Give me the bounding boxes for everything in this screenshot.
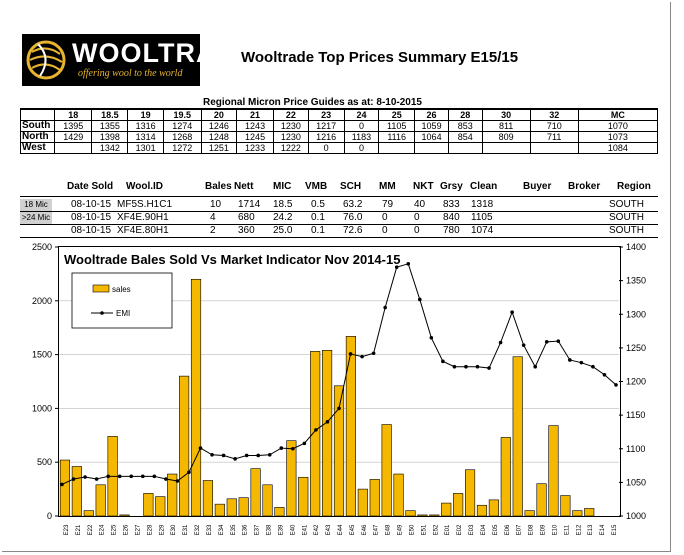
guide-cell: 1274 bbox=[163, 121, 201, 132]
sales-bar bbox=[96, 485, 106, 516]
x-tick-label: E13 bbox=[588, 524, 595, 536]
x-tick-label: E26 bbox=[123, 524, 130, 536]
emi-point bbox=[256, 454, 260, 458]
y-left-tick-label: 1000 bbox=[31, 403, 52, 414]
x-tick-label: E44 bbox=[338, 524, 344, 536]
logo-tagline: offering wool to the world bbox=[78, 68, 183, 79]
x-tick-label: E38 bbox=[266, 524, 273, 536]
guide-column-header: 18 bbox=[55, 109, 92, 121]
x-tick-label: E15 bbox=[612, 524, 619, 536]
emi-point bbox=[372, 351, 376, 355]
guide-cell: 1084 bbox=[578, 143, 657, 154]
x-tick-label: E24 bbox=[99, 524, 106, 536]
sales-cell-date: 08-10-15 bbox=[71, 225, 112, 236]
y-right-tick-label: 1000 bbox=[626, 511, 647, 521]
sales-bar bbox=[334, 386, 344, 516]
sales-bar bbox=[179, 376, 189, 516]
emi-point bbox=[210, 453, 214, 457]
x-tick-label: E07 bbox=[516, 524, 523, 536]
y-left-tick-label: 2500 bbox=[31, 242, 52, 252]
emi-point bbox=[383, 306, 387, 310]
sales-bar bbox=[441, 503, 451, 516]
sales-cell-grsy: 840 bbox=[443, 212, 460, 223]
sales-header-mic: MIC bbox=[273, 181, 292, 192]
guide-cell: 1059 bbox=[415, 121, 449, 132]
x-tick-label: E49 bbox=[397, 524, 404, 536]
sales-cell-bales: 4 bbox=[210, 212, 216, 223]
sales-bar bbox=[310, 351, 320, 516]
x-tick-label: E41 bbox=[302, 524, 309, 536]
sales-header-nett: Nett bbox=[234, 181, 254, 192]
guide-cell: 1233 bbox=[237, 143, 274, 154]
y-left-tick-label: 1500 bbox=[31, 349, 52, 360]
x-tick-label: E35 bbox=[230, 524, 237, 536]
sales-cell-sch: 76.0 bbox=[343, 212, 363, 223]
sales-bar bbox=[275, 507, 285, 516]
guide-cell: 1245 bbox=[237, 132, 274, 143]
x-tick-label: E45 bbox=[349, 524, 356, 536]
x-tick-label: E46 bbox=[361, 524, 368, 536]
y-right-tick-label: 1300 bbox=[626, 309, 647, 320]
guide-cell: 853 bbox=[448, 121, 482, 132]
y-right-tick-label: 1400 bbox=[626, 242, 647, 252]
y-right-tick-label: 1200 bbox=[626, 376, 647, 387]
sales-header-bales: Bales bbox=[205, 181, 232, 192]
guide-cell: 1316 bbox=[128, 121, 163, 132]
emi-point bbox=[510, 310, 514, 314]
sales-cell-nkt: 40 bbox=[414, 199, 426, 210]
emi-point bbox=[118, 475, 122, 479]
guide-column-header: MC bbox=[578, 109, 657, 121]
sales-bar bbox=[203, 480, 213, 516]
emi-point bbox=[556, 339, 560, 343]
x-tick-label: E09 bbox=[540, 524, 547, 536]
sales-bar bbox=[156, 497, 166, 516]
sales-bar bbox=[60, 460, 70, 516]
sales-header-vmb: VMB bbox=[305, 181, 328, 192]
y-right-tick-label: 1350 bbox=[626, 275, 647, 286]
x-tick-label: E47 bbox=[373, 524, 380, 536]
sales-bar bbox=[239, 498, 249, 516]
guide-cell: 1216 bbox=[308, 132, 344, 143]
guide-cell: 1248 bbox=[201, 132, 236, 143]
sales-bar bbox=[144, 493, 154, 516]
emi-point bbox=[326, 420, 330, 424]
sales-bar bbox=[191, 279, 201, 516]
x-tick-label: E50 bbox=[409, 524, 416, 536]
sales-bar bbox=[418, 515, 428, 516]
sales-cell-mm: 0 bbox=[382, 212, 388, 223]
x-tick-label: E05 bbox=[492, 524, 499, 536]
x-tick-label: E43 bbox=[326, 524, 333, 536]
x-tick-label: E25 bbox=[111, 524, 118, 536]
x-tick-label: E39 bbox=[278, 524, 285, 536]
emi-point bbox=[153, 475, 157, 479]
guide-cell: 1183 bbox=[344, 132, 378, 143]
emi-point bbox=[337, 407, 341, 411]
emi-point bbox=[303, 442, 307, 446]
emi-point bbox=[268, 453, 272, 457]
guide-cell: 1246 bbox=[201, 121, 236, 132]
guide-row-label: South bbox=[21, 121, 55, 132]
x-tick-label: E33 bbox=[206, 524, 213, 536]
sales-bar bbox=[573, 511, 583, 516]
sales-header-broker: Broker bbox=[568, 181, 601, 192]
sales-header-mm: MM bbox=[379, 181, 396, 192]
sales-bar bbox=[537, 484, 547, 516]
sales-header-region: Region bbox=[617, 181, 651, 192]
sales-cell-vmb: 0.1 bbox=[311, 212, 325, 223]
emi-point bbox=[279, 446, 283, 450]
emi-point bbox=[187, 470, 191, 474]
y-left-tick-label: 2000 bbox=[31, 295, 52, 306]
guide-column-header: 28 bbox=[448, 109, 482, 121]
sales-cell-mic: 25.0 bbox=[273, 225, 293, 236]
emi-point bbox=[591, 365, 595, 369]
sales-header-date: Date Sold bbox=[67, 181, 114, 192]
x-tick-label: E23 bbox=[63, 524, 70, 536]
sales-bar bbox=[251, 469, 261, 516]
sales-cell-mic: 18.5 bbox=[273, 199, 293, 210]
sales-cell-region: SOUTH bbox=[609, 225, 644, 236]
sales-cell-sch: 63.2 bbox=[343, 199, 363, 210]
emi-point bbox=[568, 358, 572, 362]
sales-row-micron-label: 18 Mic bbox=[20, 199, 52, 211]
guide-cell: 1355 bbox=[92, 121, 128, 132]
emi-point bbox=[487, 366, 491, 370]
guide-cell: 1105 bbox=[379, 121, 415, 132]
guide-column-header: 24 bbox=[344, 109, 378, 121]
x-tick-label: E40 bbox=[290, 524, 297, 536]
guide-column-header: 18.5 bbox=[92, 109, 128, 121]
legend-emi-point bbox=[100, 311, 104, 315]
x-tick-label: E21 bbox=[75, 524, 82, 536]
guide-cell: 811 bbox=[482, 121, 530, 132]
emi-point bbox=[464, 365, 468, 369]
x-tick-label: E29 bbox=[159, 524, 166, 536]
sales-cell-wool: XF4E.90H1 bbox=[117, 212, 169, 223]
guide-cell: 1268 bbox=[163, 132, 201, 143]
emi-point bbox=[106, 475, 110, 479]
guide-cell: 0 bbox=[308, 143, 344, 154]
y-left-tick-label: 500 bbox=[36, 457, 52, 468]
sales-header-nkt: NKT bbox=[413, 181, 434, 192]
emi-point bbox=[176, 479, 180, 483]
guide-row-label: West bbox=[21, 143, 55, 154]
sales-bar bbox=[263, 485, 273, 516]
sales-cell-grsy: 780 bbox=[443, 225, 460, 236]
emi-point bbox=[95, 477, 99, 481]
y-right-tick-label: 1050 bbox=[626, 477, 647, 488]
sales-bar bbox=[84, 511, 94, 516]
x-tick-label: E01 bbox=[445, 524, 452, 536]
sales-cell-region: SOUTH bbox=[609, 212, 644, 223]
guide-cell: 1230 bbox=[274, 132, 309, 143]
sales-bar bbox=[382, 425, 392, 516]
x-tick-label: E27 bbox=[135, 524, 142, 536]
y-left-tick-label: 0 bbox=[46, 511, 52, 521]
guide-cell: 1217 bbox=[308, 121, 344, 132]
sales-cell-nkt: 0 bbox=[414, 225, 420, 236]
emi-point bbox=[545, 340, 549, 344]
guide-column-header: 19 bbox=[128, 109, 163, 121]
legend-sales-swatch bbox=[93, 285, 109, 292]
emi-point bbox=[614, 383, 618, 387]
sales-cell-mm: 0 bbox=[382, 225, 388, 236]
guide-cell: 1222 bbox=[274, 143, 309, 154]
guide-column-header: 30 bbox=[482, 109, 530, 121]
sales-bar bbox=[120, 515, 130, 516]
x-tick-label: E37 bbox=[254, 524, 261, 536]
guide-cell: 1429 bbox=[55, 132, 92, 143]
emi-point bbox=[72, 477, 76, 481]
x-tick-label: E31 bbox=[183, 524, 190, 536]
sales-cell-nett: 1714 bbox=[238, 199, 261, 210]
sales-cell-nett: 360 bbox=[238, 225, 255, 236]
x-tick-label: E48 bbox=[385, 524, 392, 536]
sales-bar bbox=[513, 357, 523, 516]
y-right-tick-label: 1150 bbox=[626, 410, 646, 421]
legend-box bbox=[72, 273, 172, 328]
emi-point bbox=[499, 341, 503, 345]
sales-bar bbox=[394, 474, 404, 516]
sales-bar bbox=[465, 470, 475, 516]
sales-bar bbox=[346, 336, 356, 516]
guide-cell: 1342 bbox=[92, 143, 128, 154]
sales-cell-mic: 24.2 bbox=[273, 212, 293, 223]
x-tick-label: E51 bbox=[421, 524, 428, 536]
sales-cell-clean: 1074 bbox=[471, 225, 494, 236]
sales-header-sch: SCH bbox=[340, 181, 362, 192]
sales-bar bbox=[477, 505, 487, 516]
guide-title: Regional Micron Price Guides as at: 8-10-2015 bbox=[203, 97, 422, 108]
sales-bar bbox=[489, 500, 499, 516]
x-tick-label: E30 bbox=[171, 524, 178, 536]
guide-row-label: North bbox=[21, 132, 55, 143]
emi-point bbox=[360, 355, 364, 359]
sales-bar bbox=[227, 499, 237, 516]
x-tick-label: E22 bbox=[87, 524, 94, 536]
sales-bar bbox=[358, 489, 368, 516]
sales-header-buyer: Buyer bbox=[523, 181, 552, 192]
guide-cell: 710 bbox=[530, 121, 578, 132]
y-right-tick-label: 1100 bbox=[626, 443, 646, 454]
sales-bar bbox=[72, 467, 82, 516]
sales-cell-nett: 680 bbox=[238, 212, 255, 223]
legend-emi-label: EMI bbox=[116, 309, 131, 318]
sales-bar bbox=[215, 504, 225, 516]
sales-cell-region: SOUTH bbox=[609, 199, 644, 210]
sales-row-micron-label: >24 Mic bbox=[21, 213, 51, 222]
guide-cell: 1116 bbox=[379, 132, 415, 143]
guide-cell: 1395 bbox=[55, 121, 92, 132]
guide-column-header: 22 bbox=[274, 109, 309, 121]
guide-cell: 1251 bbox=[201, 143, 236, 154]
guide-cell: 1073 bbox=[578, 132, 657, 143]
emi-point bbox=[83, 475, 87, 479]
emi-point bbox=[441, 360, 445, 364]
sales-bar bbox=[453, 493, 463, 516]
sales-header-clean: Clean bbox=[470, 181, 498, 192]
emi-point bbox=[164, 477, 168, 481]
guide-cell: 1314 bbox=[128, 132, 163, 143]
emi-point bbox=[418, 298, 422, 302]
sales-bar bbox=[322, 350, 332, 516]
chart-title: Wooltrade Bales Sold Vs Market Indicator Nov 2014-15 bbox=[64, 252, 401, 267]
guide-cell: 711 bbox=[530, 132, 578, 143]
y-right-tick-label: 1250 bbox=[626, 342, 647, 353]
emi-point bbox=[60, 483, 64, 487]
emi-point bbox=[245, 454, 249, 458]
emi-point bbox=[522, 343, 526, 347]
x-tick-label: E04 bbox=[480, 524, 487, 536]
sales-bar bbox=[501, 437, 511, 516]
sales-bar bbox=[561, 496, 571, 516]
guide-cell: 1064 bbox=[415, 132, 449, 143]
guide-column-header: 25 bbox=[379, 109, 415, 121]
guide-cell: 809 bbox=[482, 132, 530, 143]
guide-cell: 0 bbox=[344, 143, 378, 154]
guide-column-header: 23 bbox=[308, 109, 344, 121]
guide-cell: 1398 bbox=[92, 132, 128, 143]
guide-cell: 1243 bbox=[237, 121, 274, 132]
legend-sales-label: sales bbox=[112, 285, 131, 294]
emi-point bbox=[314, 428, 318, 432]
guide-cell: 854 bbox=[448, 132, 482, 143]
sales-bar bbox=[584, 508, 594, 516]
sales-cell-clean: 1318 bbox=[471, 199, 494, 210]
emi-point bbox=[580, 361, 584, 365]
sales-cell-sch: 72.6 bbox=[343, 225, 363, 236]
x-tick-label: E11 bbox=[564, 524, 571, 536]
x-tick-label: E12 bbox=[576, 524, 583, 536]
sales-cell-bales: 10 bbox=[210, 199, 222, 210]
x-tick-label: E42 bbox=[314, 524, 321, 536]
sales-cell-nkt: 0 bbox=[414, 212, 420, 223]
sales-bar bbox=[430, 515, 440, 516]
emi-point bbox=[406, 262, 410, 266]
guide-cell: 1230 bbox=[274, 121, 309, 132]
guide-column-header: 19.5 bbox=[163, 109, 201, 121]
logo-text: WOOLTRADE bbox=[72, 38, 256, 68]
emi-point bbox=[349, 352, 353, 356]
page-title: Wooltrade Top Prices Summary E15/15 bbox=[241, 49, 519, 66]
sales-bar bbox=[298, 477, 308, 516]
emi-point bbox=[233, 457, 237, 461]
x-tick-label: E02 bbox=[457, 524, 464, 536]
emi-point bbox=[129, 475, 133, 479]
x-tick-label: E10 bbox=[552, 524, 559, 536]
sales-cell-vmb: 0.5 bbox=[311, 199, 325, 210]
sales-bar bbox=[370, 479, 380, 516]
sales-cell-clean: 1105 bbox=[471, 212, 493, 223]
x-tick-label: E32 bbox=[195, 524, 202, 536]
sales-cell-wool: XF4E.80H1 bbox=[117, 225, 169, 236]
guide-column-header: 32 bbox=[530, 109, 578, 121]
sales-bar bbox=[406, 511, 416, 516]
guide-column-header: 26 bbox=[415, 109, 449, 121]
x-tick-label: E14 bbox=[600, 524, 607, 536]
x-tick-label: E08 bbox=[528, 524, 535, 536]
emi-point bbox=[533, 365, 537, 369]
emi-point bbox=[453, 365, 457, 369]
guide-column-header: 21 bbox=[237, 109, 274, 121]
guide-cell: 1272 bbox=[163, 143, 201, 154]
x-tick-label: E34 bbox=[218, 524, 225, 536]
x-tick-label: E52 bbox=[433, 524, 440, 536]
sales-bar bbox=[549, 426, 559, 516]
x-tick-label: E36 bbox=[242, 524, 249, 536]
emi-point bbox=[222, 454, 226, 458]
sales-bar bbox=[525, 511, 535, 516]
x-tick-label: E03 bbox=[469, 524, 476, 536]
x-tick-label: E06 bbox=[504, 524, 511, 536]
sales-cell-bales: 2 bbox=[210, 225, 216, 236]
emi-point bbox=[603, 373, 607, 377]
x-tick-label: E28 bbox=[147, 524, 154, 536]
sales-header-grsy: Grsy bbox=[440, 181, 463, 192]
sales-cell-mm: 79 bbox=[382, 199, 394, 210]
emi-point bbox=[199, 446, 203, 450]
emi-point bbox=[291, 447, 295, 451]
emi-point bbox=[430, 336, 434, 340]
sales-cell-date: 08-10-15 bbox=[71, 212, 112, 223]
guide-cell: 1070 bbox=[578, 121, 657, 132]
emi-point bbox=[476, 365, 480, 369]
guide-cell: 0 bbox=[344, 121, 378, 132]
sales-header-wool: Wool.ID bbox=[126, 181, 164, 192]
sales-cell-vmb: 0.1 bbox=[311, 225, 325, 236]
sales-cell-date: 08-10-15 bbox=[71, 199, 112, 210]
guide-cell: 1301 bbox=[128, 143, 163, 154]
sales-cell-grsy: 833 bbox=[443, 199, 460, 210]
emi-point bbox=[141, 475, 145, 479]
sales-cell-wool: MF5S.H1C1 bbox=[117, 199, 173, 210]
sales-bar bbox=[287, 441, 297, 516]
guide-column-header: 20 bbox=[201, 109, 236, 121]
